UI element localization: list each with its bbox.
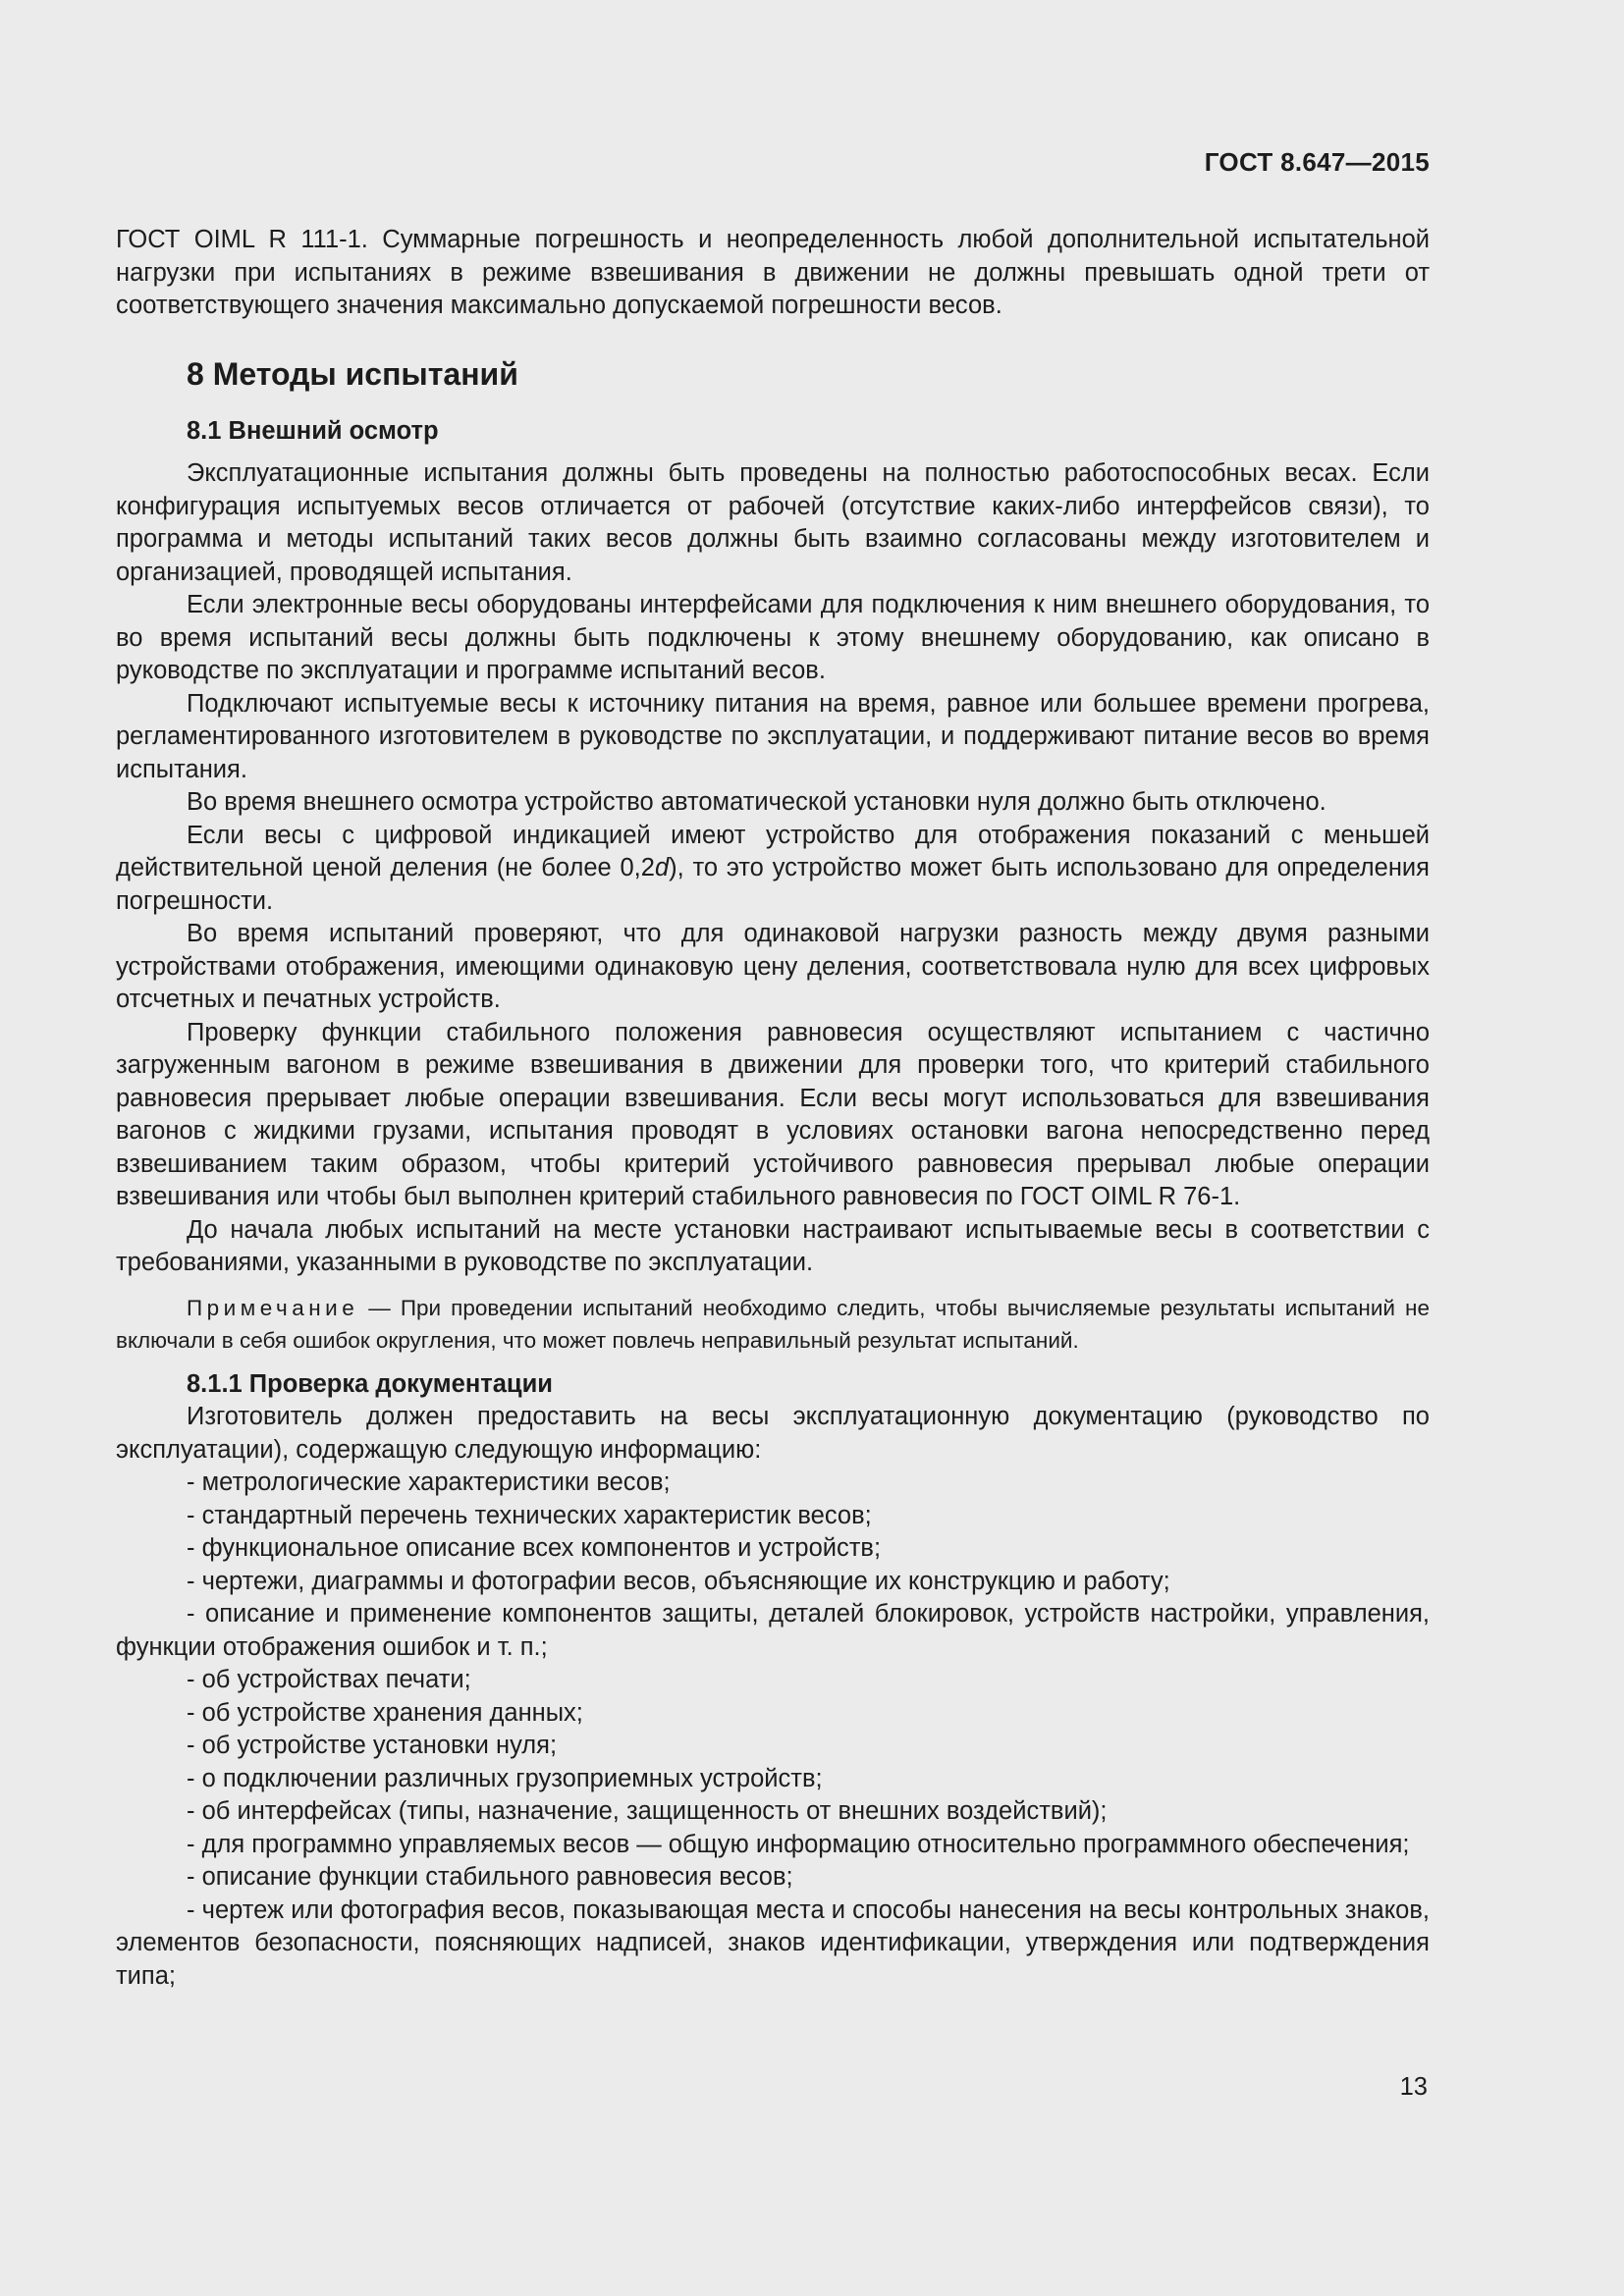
paragraph: Если электронные весы оборудованы интерфейсами для подключения к ним внешнего оборудования, то во время испытаний весы должны быть подключены к этому внешнему оборудованию, как описано в руководстве по эксплуатации и программе испытаний весов.	[116, 591, 1430, 684]
list-item: - метрологические характеристики весов;	[187, 1468, 671, 1496]
note-label: Примечание	[187, 1295, 359, 1320]
list-item: - об устройствах печати;	[187, 1666, 471, 1693]
list-item: - функциональное описание всех компонентов и устройств;	[187, 1534, 882, 1562]
paragraph: Эксплуатационные испытания должны быть проведены на полностью работоспособных весах. Если конфигурация испытуемых весов отличается от рабочей (отсутствие каких-либо интерфейсов связи), то программа и методы испытаний таких весов должны быть взаимно согласованы между изготовителем и организацией, проводящей испытания.	[116, 459, 1430, 586]
italic-symbol-d: d	[654, 854, 670, 881]
page-content	[116, 224, 1430, 1993]
list-item: - описание и применение компонентов защиты, деталей блокировок, устройств настройки, управления, функции отображения ошибок и т. п.;	[116, 1600, 1430, 1661]
paragraph-digital-indication	[116, 820, 1430, 919]
list-item: - об интерфейсах (типы, назначение, защищенность от внешних воздействий);	[187, 1797, 1108, 1825]
section-8-1-title: 8.1 Внешний осмотр	[187, 416, 439, 445]
list-item: - чертеж или фотография весов, показывающая места и способы нанесения на весы контрольных знаков, элементов безопасности, поясняющих надписей, знаков идентификации, утверждения или подтверждения типа;	[116, 1896, 1430, 1990]
paragraph: До начала любых испытаний на месте установки настраивают испытываемые весы в соответствии с требованиями, указанными в руководстве по эксплуатации.	[116, 1215, 1430, 1276]
list-item: - чертежи, диаграммы и фотографии весов, объясняющие их конструкцию и работу;	[187, 1567, 1170, 1595]
section-8-1-1-title: 8.1.1 Проверка документации	[187, 1369, 553, 1398]
list-item: - описание функции стабильного равновесия весов;	[187, 1863, 793, 1891]
paragraph-part: Если весы с цифровой индикацией имеют устройство для отображения показаний с меньшей действительной ценой деления (не более 0,2	[116, 821, 1430, 881]
section-8-title: 8 Методы испытаний	[187, 355, 518, 392]
paragraph-part: ), то это устройство может быть использовано для определения погрешности.	[116, 854, 1430, 915]
list-item: - стандартный перечень технических характеристик весов;	[187, 1501, 872, 1529]
paragraph: Проверку функции стабильного положения равновесия осуществляют испытанием с частично загруженным вагоном в режиме взвешивания в движении для проверки того, что критерий стабильного равновесия прерывает любые операции взвешивания. Если весы могут использоваться для взвешивания вагонов с жидкими грузами, испытания проводят в условиях остановки вагона непосредственно перед взвешиванием таким образом, чтобы критерий устойчивого равновесия прерывал любые операции взвешивания или чтобы был выполнен критерий стабильного равновесия по ГОСТ OIML R 76-1.	[116, 1018, 1430, 1210]
paragraph: Во время испытаний проверяют, что для одинаковой нагрузки разность между двумя разными устройствами отображения, имеющими одинаковую цену деления, соответствовала нулю для всех цифровых отсчетных и печатных устройств.	[116, 920, 1430, 1013]
list-item: - о подключении различных грузоприемных устройств;	[187, 1764, 823, 1792]
note	[116, 1292, 1430, 1357]
doc-code-header: ГОСТ 8.647—2015	[1204, 147, 1430, 177]
page-number: 13	[1399, 2073, 1428, 2101]
list-item: - для программно управляемых весов — общую информацию относительно программного обеспечения;	[187, 1830, 1410, 1858]
note-text: — При проведении испытаний необходимо следить, чтобы вычисляемые результаты испытаний не включали в себя ошибок округления, что может повлечь неправильный результат испытаний.	[116, 1295, 1430, 1353]
list-item: - об устройстве хранения данных;	[187, 1698, 583, 1727]
documentation-list	[116, 1467, 1430, 1993]
list-item: - об устройстве установки нуля;	[187, 1732, 558, 1759]
paragraph: Подключают испытуемые весы к источнику питания на время, равное или большее времени прогрева, регламентированного изготовителем в руководстве по эксплуатации, и поддерживают питание весов во время испытания.	[116, 689, 1430, 783]
paragraph: Во время внешнего осмотра устройство автоматической установки нуля должно быть отключено.	[187, 788, 1326, 816]
intro-paragraph: ГОСТ OIML R 111-1. Суммарные погрешность и неопределенность любой дополнительной испытательной нагрузки при испытаниях в режиме взвешивания в движении не должны превышать одной трети от соответствующего значения максимально допускаемой погрешности весов.	[116, 226, 1430, 319]
documentation-lead: Изготовитель должен предоставить на весы эксплуатационную документацию (руководство по эксплуатации), содержащую следующую информацию:	[116, 1403, 1430, 1464]
